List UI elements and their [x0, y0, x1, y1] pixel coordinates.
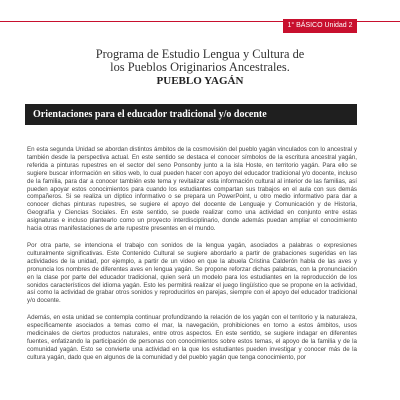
- section-heading: Orientaciones para el educador tradicional y/o docente: [25, 104, 357, 125]
- program-title-line-2: los Pueblos Originarios Ancestrales.: [110, 60, 290, 74]
- paragraph-2: Por otra parte, se intenciona el trabajo con sonidos de la lengua yagán, asociados a palabras o expresiones culturalmente significativas. Este Contenido Cultural se sugiere abordarlo a partir de grabaciones sugeridas en las actividades de la unidad, por ejemplo, a partir de un video en que la abuela Cristina Calderón habla de las aves y pronuncia los nombres de diferentes aves en lengua yagán. Se propone reforzar dichas palabras, con la pronunciación en la clase por parte del educador tradicional, quien será un modelo para los estudiantes en la reproducción de los sonidos característicos del idioma yagán. Esto les permitirá realizar el juego lingüístico que se propone en la actividad, así como la actividad de grabar otros sonidos y reproducirlos en parejas, siempre con el apoyo del educador tradicional y/o docente.: [27, 241, 357, 305]
- body-text: [27, 146, 357, 400]
- program-title-line-1: Programa de Estudio Lengua y Cultura de: [95, 47, 305, 61]
- paragraph-3: Además, en esta unidad se contempla continuar profundizando la relación de los yagán con el territorio y la naturaleza, específicamente asociados a temas como el mar, la navegación, prohibiciones en torno a estos ámbitos, usos medicinales de ciertos productos naturales, entre otros aspectos. En este sentido, se sugiere indagar en diferentes fuentes, enfatizando la participación de personas con conocimientos sobre estos temas, el apoyo de la familia y de la comunidad yagán. Esto se convierte una actividad en la que los estudiantes pueden investigar y conocer más de la cultura yagán, dado que en algunos de la comunidad y del pueblo yagán que tenga conocimiento, por: [27, 314, 357, 361]
- paragraph-1: En esta segunda Unidad se abordan distintos ámbitos de la cosmovisión del pueblo yagán vinculados con lo ancestral y también desde la perspectiva actual. En este sentido se destaca el conocer símbolos de la escritura ancestral yagán, referida a pinturas rupestres en el sector del seno Ponsonby junto a la isla Hoste, en territorio yagán. Para ello se sugiere buscar información en sitios web, lo cual pueden hacer con apoyo del educador tradicional y/o docente, incluso de la familia, para dar a conocer también este tema y revitalizar esta información cultural al interior de las familias, así pueden apoyar estos conocimientos para cuando los estudiantes compartan sus trabajos en el aula con sus demás compañeros. Si se realiza un díptico informativo o se prepara un PowerPoint, u otro medio informativo para dar a conocer dichas pinturas rupestres, se sugiere el apoyo del docente de Lenguaje y Comunicación y de Historia, Geografía y Ciencias Sociales. En este sentido, se puede realizar como una actividad en conjunto entre estas asignaturas e incluso plantearlo como un proyecto interdisciplinario, donde además puedan ampliar el conocimiento hacia otras manifestaciones de arte rupestre presentes en el mundo.: [27, 146, 357, 233]
- unit-badge: 1° BÁSICO Unidad 2: [283, 19, 357, 33]
- document-header: [0, 48, 400, 88]
- people-name: PUEBLO YAGÁN: [156, 75, 244, 87]
